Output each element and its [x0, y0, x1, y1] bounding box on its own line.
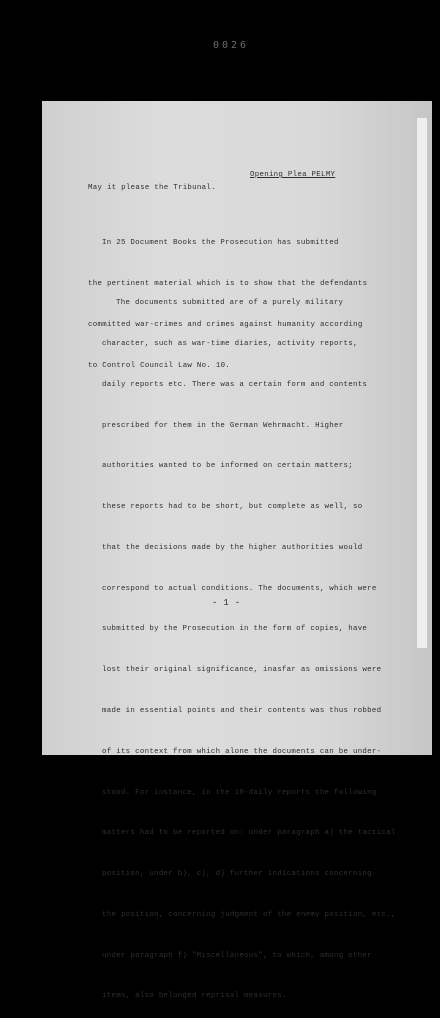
paragraph-line: under paragraph f) "Miscellaneous", to which, among other: [102, 951, 372, 960]
paragraph-2: [102, 270, 396, 1018]
paragraph-line: prescribed for them in the German Wehrmacht. Higher: [102, 421, 344, 430]
page-number: - 1 -: [212, 598, 241, 608]
paragraph-line: that the decisions made by the higher authorities would: [102, 543, 363, 552]
page-edge: [417, 118, 427, 648]
paragraph-line: these reports had to be short, but complete as well, so: [102, 503, 363, 512]
paragraph-line: items, also belonged reprisal measures.: [102, 992, 287, 1001]
paragraph-line: stood. For instance, in the 10-daily reports the following: [102, 788, 377, 797]
paragraph-line: submitted by the Prosecution in the form of copies, have: [102, 625, 368, 634]
paragraph-line: correspond to actual conditions. The documents, which were: [102, 584, 377, 593]
paragraph-line: daily reports etc. There was a certain form and contents: [102, 380, 368, 389]
paragraph-line: lost their original significance, inasfar as omissions were: [102, 666, 382, 675]
paragraph-line: authorities wanted to be informed on certain matters;: [102, 462, 353, 471]
paragraph-line: committed war-crimes and crimes against humanity according: [88, 320, 363, 329]
salutation: May it please the Tribunal.: [88, 184, 216, 192]
paragraph-line: matters had to be reported on: under paragraph a) the tactical: [102, 829, 396, 838]
paragraph-line: to Control Council Law No. 10.: [88, 361, 231, 370]
paragraph-line: position, under b), c), d) further indications concerning: [102, 870, 372, 879]
paragraph-line: the pertinent material which is to show that the defendants: [88, 279, 368, 288]
document-heading: Opening Plea PELMY: [250, 171, 336, 179]
paragraph-line: character, such as war-time diaries, activity reports,: [102, 339, 358, 348]
paragraph-line: The documents submitted are of a purely military: [116, 299, 344, 308]
paragraph-line: the position, concerning judgment of the enemy position, etc.,: [102, 910, 396, 919]
frame-number: 0026: [213, 40, 250, 51]
paragraph-line: of its context from which alone the documents can be under-: [102, 747, 382, 756]
paragraph-line: made in essential points and their contents was thus robbed: [102, 707, 382, 715]
paragraph-line: In 25 Document Books the Prosecution has submitted: [102, 239, 339, 248]
